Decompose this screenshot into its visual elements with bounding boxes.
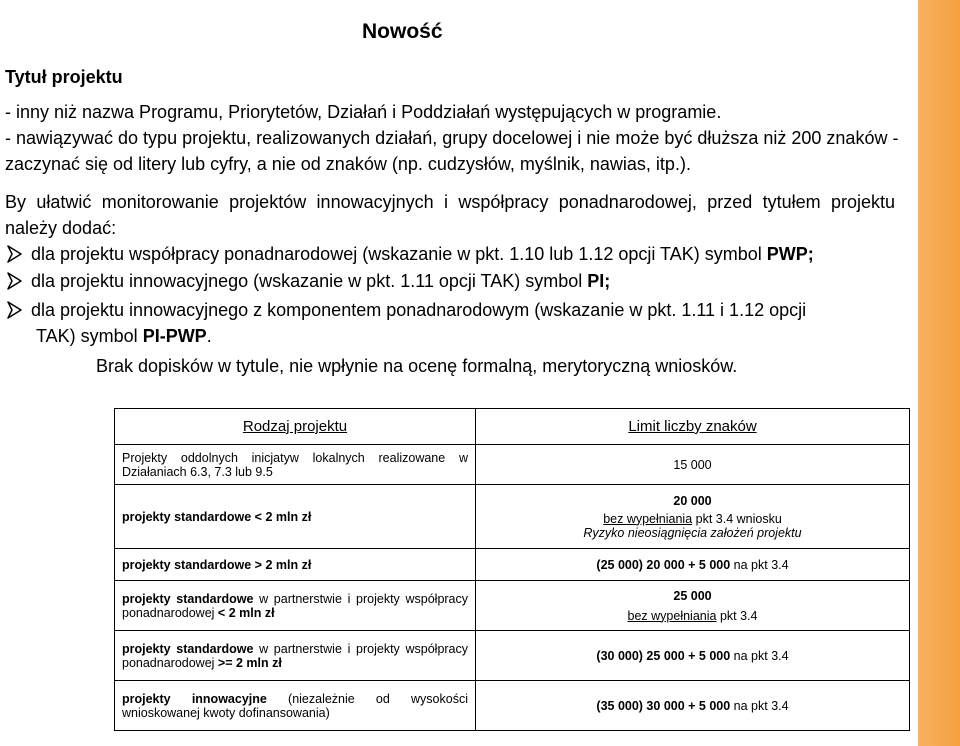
bullet-symbol: PWP;	[766, 244, 814, 264]
bullet-symbol: PI-PWP	[142, 326, 207, 346]
row-type: projekty standardowe w partnerstwie i projekty współpracy ponadnarodowej >= 2 mln zł	[115, 631, 476, 681]
header-project-type: Rodzaj projektu	[115, 409, 476, 445]
arrow-bullet-icon	[5, 297, 31, 323]
bullet-text: dla projektu współpracy ponadnarodowej (wskazanie w pkt. 1.10 lub 1.12 opcji TAK) symbol	[31, 244, 767, 264]
bullet-item	[5, 297, 895, 349]
table-row	[115, 681, 910, 731]
bullet-item	[5, 241, 895, 267]
row-type: projekty innowacyjne (niezależnie od wysokości wnioskowanej kwoty dofinansowania)	[115, 681, 476, 731]
table-row	[115, 549, 910, 581]
bullet-end: .	[206, 326, 212, 346]
bullet-item	[5, 268, 895, 294]
row-type: projekty standardowe > 2 mln zł	[115, 549, 476, 581]
header-char-limit: Limit liczby znaków	[476, 409, 910, 445]
bullet-text: dla projektu innowacyjnego z komponentem ponadnarodowym (wskazanie w pkt. 1.11 i 1.12 opcji	[31, 300, 807, 320]
page-title: Nowość	[362, 20, 443, 43]
row-limit: (30 000) 25 000 + 5 000 na pkt 3.4	[476, 631, 910, 681]
arrow-bullet-icon	[5, 241, 31, 267]
row-limit: 20 000 bez wypełniania pkt 3.4 wniosku Ryzyko nieosiągnięcia założeń projektu	[476, 485, 910, 549]
row-type: projekty standardowe w partnerstwie i projekty współpracy ponadnarodowej < 2 mln zł	[115, 581, 476, 631]
row-type: projekty standardowe < 2 mln zł	[115, 485, 476, 549]
row-type: Projekty oddolnych inicjatyw lokalnych realizowane w Działaniach 6.3, 7.3 lub 9.5	[115, 445, 476, 485]
table-row	[115, 581, 910, 631]
bullet-text: dla projektu innowacyjnego (wskazanie w pkt. 1.11 opcji TAK) symbol	[31, 271, 588, 291]
intro-paragraph: By ułatwić monitorowanie projektów innowacyjnych i współpracy ponadnarodowej, przed tytułem projektu należy dodać:	[5, 192, 895, 238]
bullet-text-cont: TAK) symbol	[36, 326, 143, 346]
table-row	[115, 485, 910, 549]
limits-table	[114, 408, 910, 731]
rule-text-2: - nawiązywać do typu projektu, realizowanych działań, grupy docelowej i nie może być dłuższa niż 200 znaków - zaczynać się od litery lub cyfry, a nie od znaków (np. cudzysłów, myślnik, nawias, itp.).	[5, 128, 899, 174]
row-limit: 15 000	[476, 445, 910, 485]
row-limit: (25 000) 20 000 + 5 000 na pkt 3.4	[476, 549, 910, 581]
bullet-symbol: PI;	[587, 271, 611, 291]
orange-side-bar	[918, 0, 960, 746]
table-row	[115, 445, 910, 485]
arrow-bullet-icon	[5, 268, 31, 294]
table-header-row	[115, 409, 910, 445]
row-limit: (35 000) 30 000 + 5 000 na pkt 3.4	[476, 681, 910, 731]
note-text: Brak dopisków w tytule, nie wpłynie na ocenę formalną, merytoryczną wniosków.	[96, 356, 738, 376]
row-limit: 25 000 bez wypełniania pkt 3.4	[476, 581, 910, 631]
table-row	[115, 631, 910, 681]
section-subtitle: Tytuł projektu	[5, 67, 123, 87]
rule-text-1: - inny niż nazwa Programu, Priorytetów, Działań i Poddziałań występujących w programie.	[5, 102, 722, 122]
